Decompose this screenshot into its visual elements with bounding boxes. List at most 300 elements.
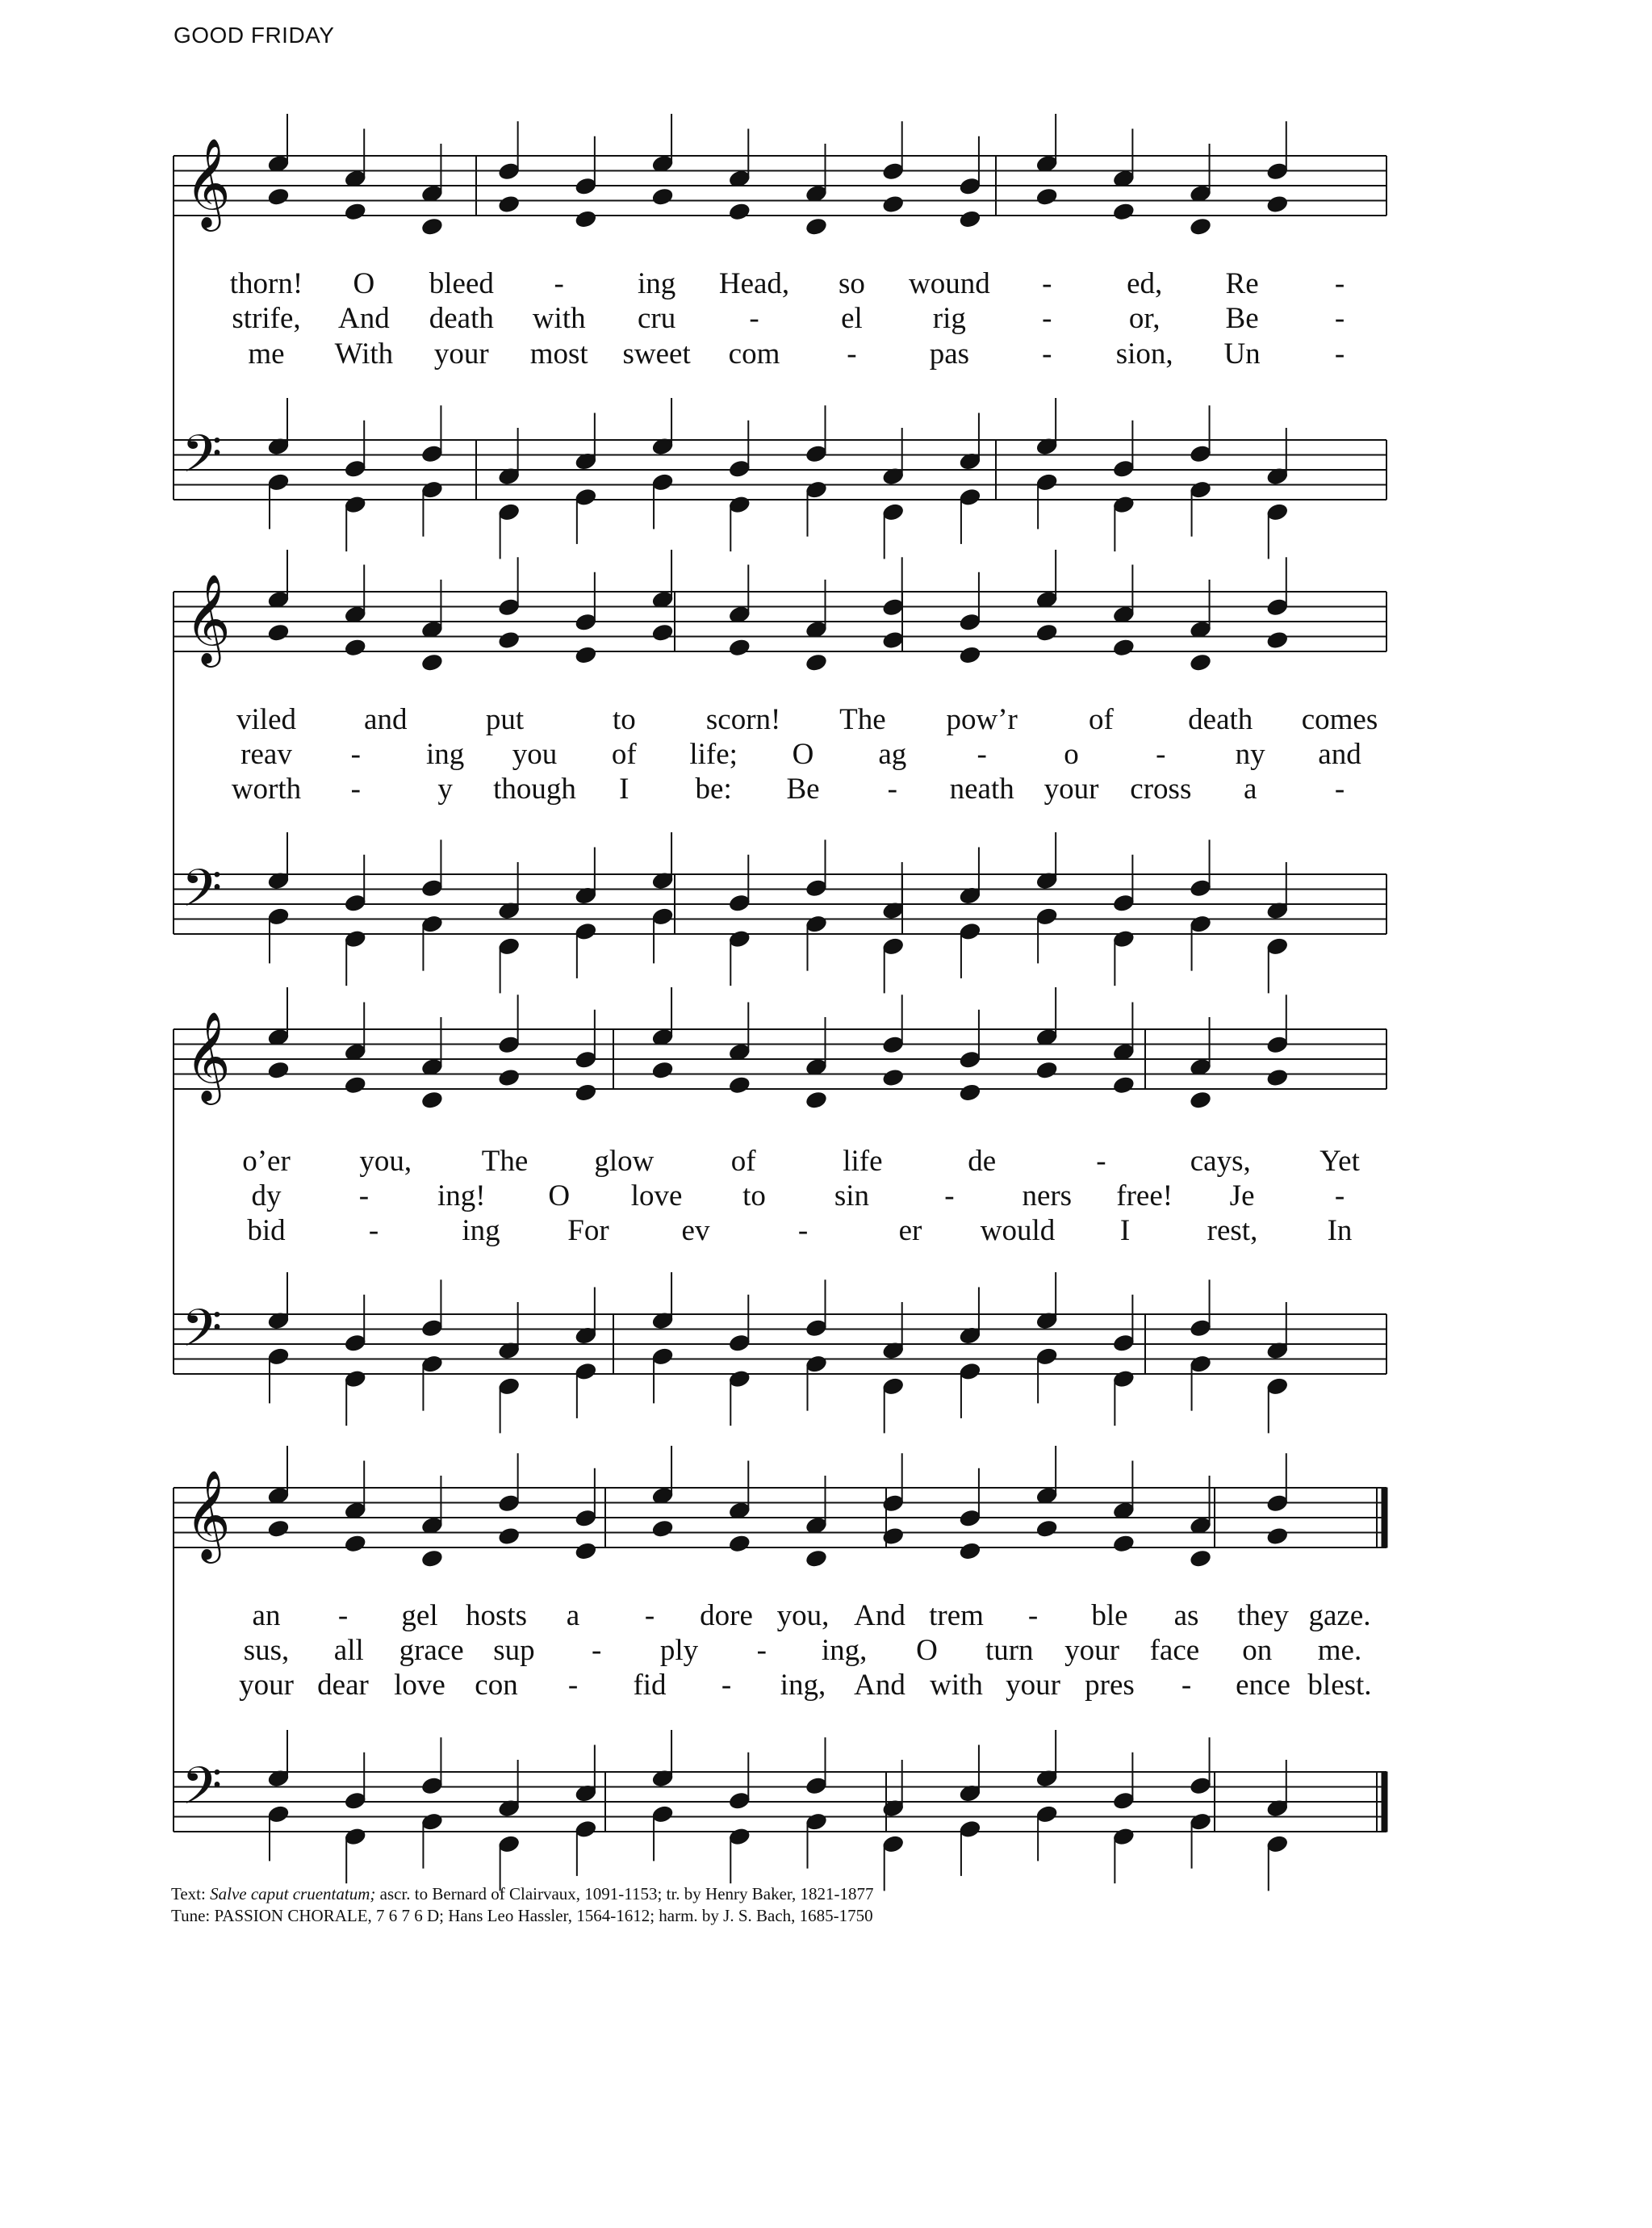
lyric-syllable: your (1043, 773, 1099, 806)
lyric-syllable: you, (776, 1599, 830, 1632)
lyric-syllable: con (475, 1669, 518, 1702)
lyric-syllable: - (592, 1634, 602, 1667)
alto-notehead (1035, 1061, 1058, 1080)
alto-notehead (344, 1075, 366, 1095)
tenor-notehead (1189, 878, 1211, 898)
lyric-syllable: and (1318, 738, 1361, 771)
alto-notehead (1189, 1549, 1211, 1568)
lyric-syllable: grace (399, 1634, 464, 1667)
alto-notehead (1189, 653, 1211, 672)
treble-clef-icon: 𝄞 (185, 1469, 231, 1560)
tune-credit-label: Tune: (171, 1906, 211, 1925)
lyric-syllable: free! (1116, 1179, 1173, 1212)
bass-notehead (1035, 1804, 1058, 1824)
lyric-syllable: your (1006, 1669, 1060, 1702)
bass-notehead (882, 1376, 905, 1396)
lyric-syllable: bid (247, 1214, 286, 1247)
lyric-syllable: would (980, 1214, 1056, 1247)
treble-notehead (497, 597, 520, 617)
treble-notehead (1266, 597, 1289, 617)
bass-notehead (344, 1827, 366, 1846)
bass-notehead (805, 1812, 827, 1832)
lyric-syllable: - (1156, 738, 1166, 771)
lyric-syllable: a (566, 1599, 580, 1632)
lyric-syllable: bleed (429, 267, 494, 300)
lyric-syllable: ing, (821, 1634, 868, 1667)
bass-notehead (959, 922, 981, 941)
alto-notehead (420, 217, 443, 237)
lyric-syllable: And (854, 1599, 905, 1632)
alto-notehead (1266, 630, 1289, 650)
lyric-syllable: comes (1301, 703, 1378, 736)
alto-notehead (267, 187, 290, 207)
treble-notehead (959, 1050, 981, 1070)
treble-notehead (959, 613, 981, 632)
lyric-verse-line (0, 1668, 1652, 1703)
tenor-notehead (728, 894, 751, 913)
lyric-syllable: of (730, 1145, 756, 1178)
lyric-syllable: most (529, 337, 588, 371)
alto-notehead (267, 1061, 290, 1080)
bass-notehead (497, 936, 520, 956)
lyric-syllable: - (847, 337, 857, 371)
lyric-syllable: me (248, 337, 285, 371)
lyric-syllable: life; (689, 738, 738, 771)
lyric-syllable: wound (908, 267, 990, 300)
alto-notehead (1266, 1527, 1289, 1546)
lyric-syllable: strife, (232, 302, 301, 335)
lyric-syllable: of (611, 738, 637, 771)
lyric-syllable: And (338, 302, 390, 335)
bass-notehead (651, 1804, 674, 1824)
bass-notehead (959, 1362, 981, 1381)
lyric-syllable: The (839, 703, 886, 736)
bass-clef-icon: 𝄢 (182, 425, 223, 497)
bass-notehead (651, 907, 674, 926)
bass-notehead (1189, 480, 1211, 500)
lyric-syllable: rest, (1207, 1214, 1258, 1247)
lyric-syllable: - (350, 773, 361, 806)
lyric-syllable: - (887, 773, 897, 806)
tenor-notehead (805, 878, 827, 898)
lyric-syllable: on (1242, 1634, 1273, 1667)
lyric-syllable: o’er (242, 1145, 291, 1178)
lyric-syllable: Head, (718, 267, 790, 300)
lyric-syllable: - (1042, 337, 1052, 371)
lyric-verse-line (0, 1144, 1652, 1179)
lyric-syllable: worth (231, 773, 302, 806)
lyric-syllable: trem (929, 1599, 984, 1632)
lyric-syllable: to (612, 703, 636, 736)
final-barline-thick (1382, 1772, 1387, 1832)
alto-notehead (1189, 1091, 1211, 1110)
lyric-syllable: sion, (1115, 337, 1173, 371)
lyric-syllable: ply (659, 1634, 699, 1667)
alto-notehead (420, 653, 443, 672)
page-section-header: GOOD FRIDAY (174, 23, 335, 48)
lyric-syllable: gaze. (1308, 1599, 1371, 1632)
bass-notehead (651, 1346, 674, 1366)
alto-notehead (344, 1534, 366, 1553)
alto-notehead (651, 623, 674, 643)
bass-notehead (497, 1376, 520, 1396)
treble-notehead (575, 1050, 597, 1070)
alto-notehead (497, 1527, 520, 1546)
treble-notehead (497, 161, 520, 181)
lyric-syllable: your (239, 1669, 294, 1702)
lyric-syllable: all (333, 1634, 364, 1667)
lyric-syllable: O (792, 738, 814, 771)
treble-notehead (882, 597, 905, 617)
lyric-syllable: - (644, 1599, 655, 1632)
lyric-syllable: blest. (1307, 1669, 1372, 1702)
lyric-syllable: reav (240, 738, 292, 771)
tenor-notehead (728, 459, 751, 479)
bass-notehead (805, 915, 827, 934)
lyric-syllable: de (968, 1145, 997, 1178)
alto-notehead (1112, 202, 1135, 221)
lyric-syllable: y (437, 773, 453, 806)
bass-notehead (728, 1369, 751, 1388)
bass-notehead (882, 936, 905, 956)
alto-notehead (882, 195, 905, 214)
bass-notehead (882, 1834, 905, 1853)
alto-notehead (344, 202, 366, 221)
lyric-syllable: - (368, 1214, 379, 1247)
lyric-syllable: dy (251, 1179, 282, 1212)
lyric-syllable: - (554, 267, 564, 300)
alto-notehead (1112, 1075, 1135, 1095)
lyric-syllable: ag (878, 738, 907, 771)
bass-notehead (267, 907, 290, 926)
tenor-notehead (1112, 894, 1135, 913)
alto-notehead (420, 1549, 443, 1568)
alto-notehead (728, 1075, 751, 1095)
tenor-notehead (805, 1318, 827, 1338)
lyric-syllable: ing (637, 267, 676, 300)
lyric-syllable: The (481, 1145, 529, 1178)
lyric-syllable: neath (949, 773, 1014, 806)
lyric-syllable: glow (594, 1145, 655, 1178)
bass-notehead (1266, 1376, 1289, 1396)
lyric-syllable: - (1181, 1669, 1192, 1702)
lyric-syllable: - (749, 302, 759, 335)
lyric-syllable: And (854, 1669, 905, 1702)
lyric-syllable: - (358, 1179, 370, 1212)
lyric-syllable: - (1027, 1599, 1039, 1632)
bass-notehead (1266, 1834, 1289, 1853)
tenor-notehead (344, 1791, 366, 1811)
bass-notehead (882, 502, 905, 521)
tenor-notehead (1189, 444, 1211, 463)
lyric-syllable: with (532, 302, 586, 335)
treble-notehead (497, 1035, 520, 1054)
lyric-syllable: ble (1091, 1599, 1128, 1632)
lyric-syllable: - (721, 1669, 732, 1702)
alto-notehead (882, 1068, 905, 1087)
alto-notehead (805, 653, 827, 672)
treble-notehead (1266, 161, 1289, 181)
lyric-syllable: I (1119, 1214, 1131, 1247)
lyric-syllable: - (567, 1669, 579, 1702)
lyric-syllable: Be (786, 773, 820, 806)
bass-notehead (497, 502, 520, 521)
lyric-syllable: Re (1225, 267, 1259, 300)
treble-clef-icon: 𝄞 (185, 573, 231, 664)
lyric-syllable: put (485, 703, 525, 736)
lyric-syllable: Be (1225, 302, 1259, 335)
tenor-notehead (728, 1334, 751, 1353)
lyric-syllable: death (429, 302, 494, 335)
alto-notehead (805, 217, 827, 237)
lyric-syllable: ing, (780, 1669, 826, 1702)
bass-notehead (805, 1355, 827, 1374)
lyric-verse-line (0, 301, 1652, 337)
treble-notehead (959, 177, 981, 196)
lyric-syllable: with (930, 1669, 983, 1702)
lyric-syllable: ners (1022, 1179, 1073, 1212)
lyric-syllable: sus, (243, 1634, 290, 1667)
bass-notehead (344, 495, 366, 514)
bass-notehead (1035, 1346, 1058, 1366)
lyric-syllable: ev (681, 1214, 710, 1247)
bass-notehead (267, 1804, 290, 1824)
lyric-syllable: Yet (1320, 1145, 1360, 1178)
lyric-syllable: of (1089, 703, 1114, 736)
lyric-syllable: ny (1235, 738, 1265, 771)
alto-notehead (728, 202, 751, 221)
bass-clef-icon: 𝄢 (182, 1299, 223, 1372)
alto-notehead (805, 1549, 827, 1568)
lyric-syllable: sweet (622, 337, 691, 371)
text-credit-line (171, 1883, 874, 1905)
tenor-notehead (344, 459, 366, 479)
lyric-syllable: your (433, 337, 489, 371)
bass-notehead (1112, 1827, 1135, 1846)
bass-notehead (344, 1369, 366, 1388)
text-credit-details: ascr. to Bernard of Clairvaux, 1091-1153; tr. by Henry Baker, 1821-1877 (379, 1884, 874, 1903)
alto-notehead (497, 195, 520, 214)
alto-notehead (651, 1061, 674, 1080)
bass-notehead (575, 1820, 597, 1839)
alto-notehead (1266, 195, 1289, 214)
treble-notehead (882, 161, 905, 181)
lyric-syllable: - (1334, 337, 1345, 371)
bass-notehead (728, 929, 751, 949)
lyric-syllable: cross (1130, 773, 1192, 806)
lyric-syllable: cays, (1190, 1145, 1251, 1178)
lyric-syllable: el (841, 302, 863, 335)
lyric-syllable: viled (236, 703, 296, 736)
alto-notehead (959, 645, 981, 664)
alto-notehead (1035, 623, 1058, 643)
tune-credit-details: PASSION CHORALE, 7 6 7 6 D; Hans Leo Hassler, 1564-1612; harm. by J. S. Bach, 1685-1750 (214, 1906, 873, 1925)
bass-notehead (575, 488, 597, 507)
lyric-syllable: pow’r (946, 703, 1018, 736)
lyric-verse-line (0, 1598, 1652, 1634)
lyric-syllable: ing! (437, 1179, 486, 1212)
treble-notehead (575, 1509, 597, 1528)
lyric-syllable: pas (929, 337, 970, 371)
tenor-notehead (420, 1776, 443, 1795)
bass-notehead (728, 1827, 751, 1846)
lyric-syllable: Je (1229, 1179, 1255, 1212)
tune-credit-line (171, 1905, 874, 1927)
lyric-syllable: O (548, 1179, 571, 1212)
lyric-syllable: pres (1085, 1669, 1135, 1702)
bass-notehead (805, 480, 827, 500)
lyric-syllable: I (619, 773, 629, 806)
lyric-verse-line (0, 772, 1652, 807)
lyric-syllable: you (512, 738, 558, 771)
bass-notehead (728, 495, 751, 514)
lyric-syllable: dore (700, 1599, 753, 1632)
lyric-syllable: - (1334, 267, 1345, 300)
bass-notehead (1189, 1355, 1211, 1374)
lyric-syllable: O (353, 267, 375, 300)
lyric-syllable: though (493, 773, 576, 806)
lyric-syllable: Un (1223, 337, 1261, 371)
lyric-verse-line (0, 266, 1652, 302)
tenor-notehead (1112, 1334, 1135, 1353)
alto-notehead (575, 1083, 597, 1102)
bass-clef-icon: 𝄢 (182, 859, 223, 932)
lyric-syllable: death (1188, 703, 1253, 736)
lyric-syllable: - (1334, 773, 1345, 806)
alto-notehead (1035, 187, 1058, 207)
alto-notehead (420, 1091, 443, 1110)
alto-notehead (267, 1519, 290, 1539)
lyric-syllable: - (977, 738, 987, 771)
alto-notehead (728, 638, 751, 657)
lyric-syllable: an (252, 1599, 281, 1632)
lyric-syllable: life (843, 1145, 883, 1178)
treble-notehead (575, 613, 597, 632)
lyric-syllable: be: (695, 773, 732, 806)
lyric-verse-line (0, 337, 1652, 372)
lyric-syllable: fid (633, 1669, 667, 1702)
bass-notehead (344, 929, 366, 949)
lyric-syllable: ed, (1127, 267, 1163, 300)
lyric-syllable: love (630, 1179, 683, 1212)
lyric-syllable: as (1173, 1599, 1199, 1632)
alto-notehead (882, 1527, 905, 1546)
tenor-notehead (1112, 1791, 1135, 1811)
lyric-syllable: turn (985, 1634, 1034, 1667)
lyric-syllable: - (1042, 267, 1052, 300)
lyric-syllable: hosts (465, 1599, 528, 1632)
lyric-syllable: and (364, 703, 408, 736)
lyric-syllable: you, (359, 1145, 412, 1178)
treble-notehead (1266, 1035, 1289, 1054)
treble-notehead (882, 1493, 905, 1513)
lyric-syllable: ing (462, 1214, 500, 1247)
lyric-verse-line (0, 1179, 1652, 1214)
lyric-verse-line (0, 702, 1652, 738)
lyric-syllable: thorn! (229, 267, 303, 300)
lyric-syllable: er (898, 1214, 922, 1247)
alto-notehead (344, 638, 366, 657)
bass-notehead (575, 1362, 597, 1381)
lyric-syllable: love (394, 1669, 445, 1702)
lyric-syllable: they (1237, 1599, 1289, 1632)
lyric-syllable: rig (932, 302, 966, 335)
lyric-syllable: ing (426, 738, 465, 771)
lyric-syllable: sin (834, 1179, 870, 1212)
treble-notehead (959, 1509, 981, 1528)
lyric-syllable: - (797, 1214, 809, 1247)
bass-notehead (1035, 907, 1058, 926)
text-credit-label: Text: (171, 1884, 206, 1903)
lyric-syllable: - (944, 1179, 955, 1212)
alto-notehead (1266, 1068, 1289, 1087)
lyric-syllable: gel (401, 1599, 438, 1632)
bass-notehead (267, 1346, 290, 1366)
alto-notehead (1189, 217, 1211, 237)
bass-clef-icon: 𝄢 (182, 1757, 223, 1829)
alto-notehead (267, 623, 290, 643)
text-credit-title: Salve caput cruentatum; (210, 1884, 376, 1903)
tenor-notehead (805, 444, 827, 463)
treble-notehead (1266, 1493, 1289, 1513)
lyric-syllable: dear (317, 1669, 369, 1702)
bass-notehead (1035, 472, 1058, 492)
treble-notehead (882, 1035, 905, 1054)
alto-notehead (575, 209, 597, 228)
tenor-notehead (420, 1318, 443, 1338)
lyric-syllable: - (1096, 1145, 1106, 1178)
lyric-syllable: - (756, 1634, 767, 1667)
bass-notehead (1266, 502, 1289, 521)
treble-notehead (575, 177, 597, 196)
lyric-syllable: me. (1317, 1634, 1362, 1667)
final-barline-thick (1382, 1488, 1387, 1547)
lyric-syllable: - (1334, 302, 1345, 335)
lyric-syllable: o (1064, 738, 1079, 771)
lyric-syllable: - (337, 1599, 349, 1632)
bass-notehead (575, 922, 597, 941)
bass-notehead (420, 1812, 443, 1832)
alto-notehead (805, 1091, 827, 1110)
bass-notehead (1112, 929, 1135, 949)
tenor-notehead (344, 1334, 366, 1353)
alto-notehead (651, 187, 674, 207)
alto-notehead (959, 209, 981, 228)
tenor-notehead (420, 878, 443, 898)
bass-notehead (651, 472, 674, 492)
bass-notehead (1189, 1812, 1211, 1832)
credits (171, 1883, 874, 1927)
alto-notehead (1035, 1519, 1058, 1539)
tenor-notehead (805, 1776, 827, 1795)
treble-clef-icon: 𝄞 (185, 137, 231, 228)
bass-notehead (420, 1355, 443, 1374)
bass-notehead (420, 915, 443, 934)
tenor-notehead (1112, 459, 1135, 479)
lyric-syllable: For (567, 1214, 609, 1247)
alto-notehead (497, 630, 520, 650)
alto-notehead (1112, 638, 1135, 657)
alto-notehead (882, 630, 905, 650)
lyric-syllable: sup (493, 1634, 535, 1667)
bass-notehead (420, 480, 443, 500)
alto-notehead (1112, 1534, 1135, 1553)
bass-notehead (1112, 495, 1135, 514)
lyric-syllable: to (742, 1179, 766, 1212)
lyric-syllable: In (1327, 1214, 1353, 1247)
tenor-notehead (728, 1791, 751, 1811)
tenor-notehead (420, 444, 443, 463)
